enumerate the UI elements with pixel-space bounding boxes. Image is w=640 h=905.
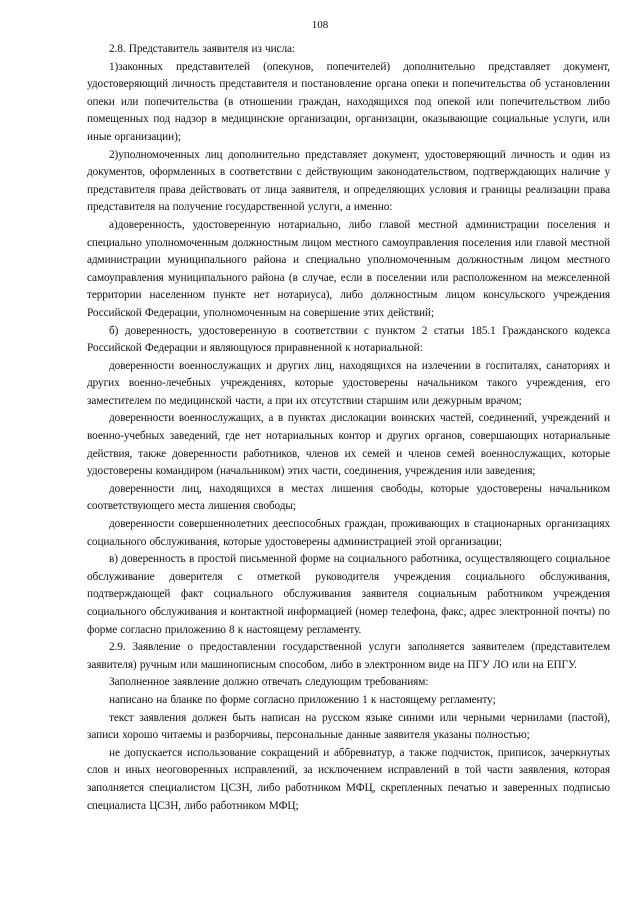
paragraph-authorized-persons: 2)уполномоченных лиц дополнительно представляет документ, удостоверяющий личность и один из документов, оформленных в соответствии с действующим законодательством, подтверждающих наличие у представителя права действовать от лица заявителя, и определяющих условия и границы реализации права представителя на получение государственной услуги, а именно:: [87, 148, 610, 214]
paragraph-equivalent-power-of-attorney: б) доверенность, удостоверенную в соответствии с пунктом 2 статьи 185.1 Гражданского кодекса Российской Федерации и являющуюся приравненной к нотариальной:: [87, 324, 610, 355]
paragraph-care-home-power-of-attorney: доверенности совершеннолетних дееспособных граждан, проживающих в стационарных организациях социального обслуживания, которые удостоверены администрацией этой организации;: [87, 518, 610, 548]
paragraph-legal-representatives: 1)законных представителей (опекунов, попечителей) дополнительно представляет документ, удостоверяющий личность представителя и постановление органа опеки и попечительства об установлении опеки или попечительства (в отношении граждан, находящихся под опекой или попечительством либо помещенных под надзор в медицинские организации, организации, оказывающие социальные услуги, или иные организации);: [87, 60, 610, 143]
paragraph-2-8-heading: 2.8. Представитель заявителя из числа:: [109, 43, 295, 55]
paragraph-requirements-intro: Заполненное заявление должно отвечать следующим требованиям:: [109, 676, 429, 689]
paragraph-social-worker-power-of-attorney: в) доверенность в простой письменной форме на социального работника, осуществляющего социальное обслуживание доверителя с отметкой руководителя учреждения социального обслуживания, подтверждающей факт социального обслуживания заявителя социальным работником учреждения социального обслуживания и контактной информацией (номер телефона, факс, адрес электронной почты) по форме согласно приложению 8 к настоящему регламенту.: [87, 553, 610, 636]
paragraph-military-power-of-attorney: доверенности военнослужащих, а в пунктах дислокации воинских частей, соединений, учреждений и военно-учебных заведений, где нет нотариальных контор и других органов, совершающих нотариальные действия, также доверенности работников, членов их семей и членов семей военнослужащих, которые удостоверены командиром (начальником) этих части, соединения, учреждения или заведения;: [87, 412, 610, 478]
paragraph-requirement-no-corrections: не допускается использование сокращений и аббревиатур, а также подчисток, приписок, зачеркнутых слов и иных неоговоренных исправлений, за исключением исправлений в той части заявления, которая заполняется специалистом ЦСЗН, либо работником МФЦ, скрепленных печатью и заверенных подписью специалиста ЦСЗН, либо работником МФЦ;: [87, 746, 610, 812]
page-body: [87, 41, 610, 815]
paragraph-2-9-application: 2.9. Заявление о предоставлении государственной услуги заполняется заявителем (представителем заявителя) ручным или машинописным способом, либо в электронном виде на ПГУ ЛО или на ЕПГУ.: [87, 641, 610, 671]
paragraph-requirement-form: написано на бланке по форме согласно приложению 1 к настоящему регламенту;: [109, 693, 496, 706]
page-number: 108: [311, 19, 329, 31]
paragraph-detention-power-of-attorney: доверенности лиц, находящихся в местах лишения свободы, которые удостоверены начальником соответствующего места лишения свободы;: [87, 482, 610, 513]
paragraph-hospital-power-of-attorney: доверенности военнослужащих и других лиц, находящихся на излечении в госпиталях, санаториях и других военно-лечебных учреждениях, которые удостоверены начальником такого учреждения, его заместителем по медицинской части, а при их отсутствии старшим или дежурным врачом;: [87, 359, 610, 407]
paragraph-requirement-language: текст заявления должен быть написан на русском языке синими или черными чернилами (пастой), записи хорошо читаемы и разборчивы, персональные данные заявителя указаны полностью;: [87, 711, 610, 742]
paragraph-notarial-power-of-attorney: а)доверенность, удостоверенную нотариально, либо главой местной администрации поселения и специально уполномоченным должностным лицом местного самоуправления поселения или главой местной администрации муниципального района и специально уполномоченным должностным лицом местного самоуправления муниципального района (в случае, если в поселении или расположенном на межселенной территории населенном пункте нет нотариуса), либо должностным лицом консульского учреждения Российской Федерации, уполномоченным на совершение этих действий;: [87, 218, 610, 319]
